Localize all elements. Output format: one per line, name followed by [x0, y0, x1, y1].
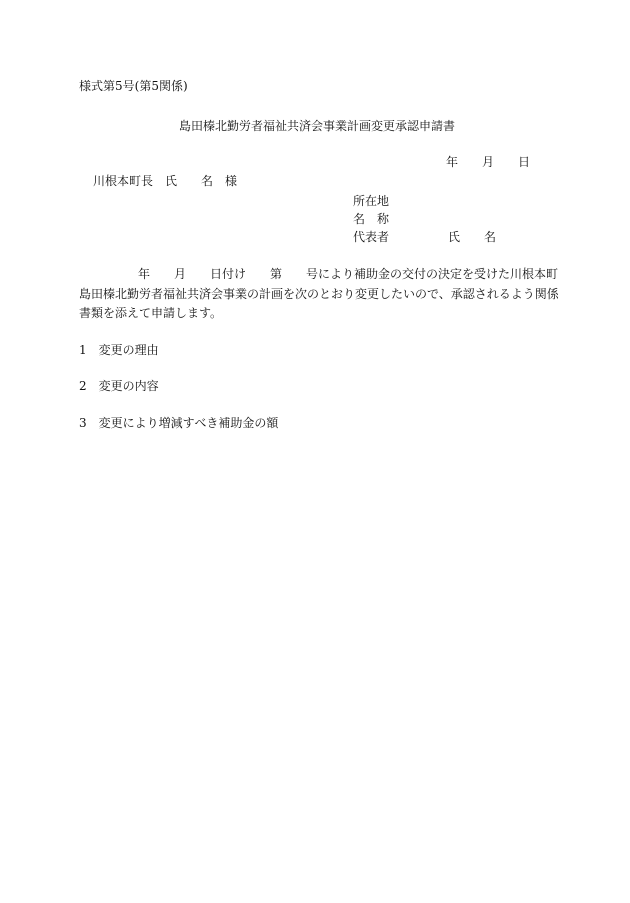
- body-line-3: 書類を添えて申請します。: [79, 306, 223, 320]
- body-line-1: 年 月 日付け 第 号により補助金の交付の決定を受けた川根本町: [138, 267, 559, 281]
- list-item: 3 変更により増減すべき補助金の額: [79, 416, 279, 430]
- form-number: 様式第5号(第5関係): [79, 79, 188, 93]
- applicant-address-label: 所在地: [353, 194, 390, 208]
- applicant-name-label: 名 称: [353, 212, 390, 226]
- addressee: 川根本町長 氏 名 様: [93, 174, 238, 188]
- date-month-label: 月: [482, 155, 495, 169]
- applicant-representative-name-label: 氏 名: [448, 230, 497, 244]
- body-line-2: 島田榛北勤労者福祉共済会事業の計画を次のとおり変更したいので、承認されるよう関係: [79, 287, 559, 301]
- list-item: 1 変更の理由: [79, 343, 159, 357]
- date-year-label: 年: [446, 155, 459, 169]
- applicant-representative-label: 代表者: [353, 230, 390, 244]
- document-title: 島田榛北勤労者福祉共済会事業計画変更承認申請書: [179, 119, 456, 133]
- list-item: 2 変更の内容: [79, 379, 159, 393]
- date-day-label: 日: [518, 155, 531, 169]
